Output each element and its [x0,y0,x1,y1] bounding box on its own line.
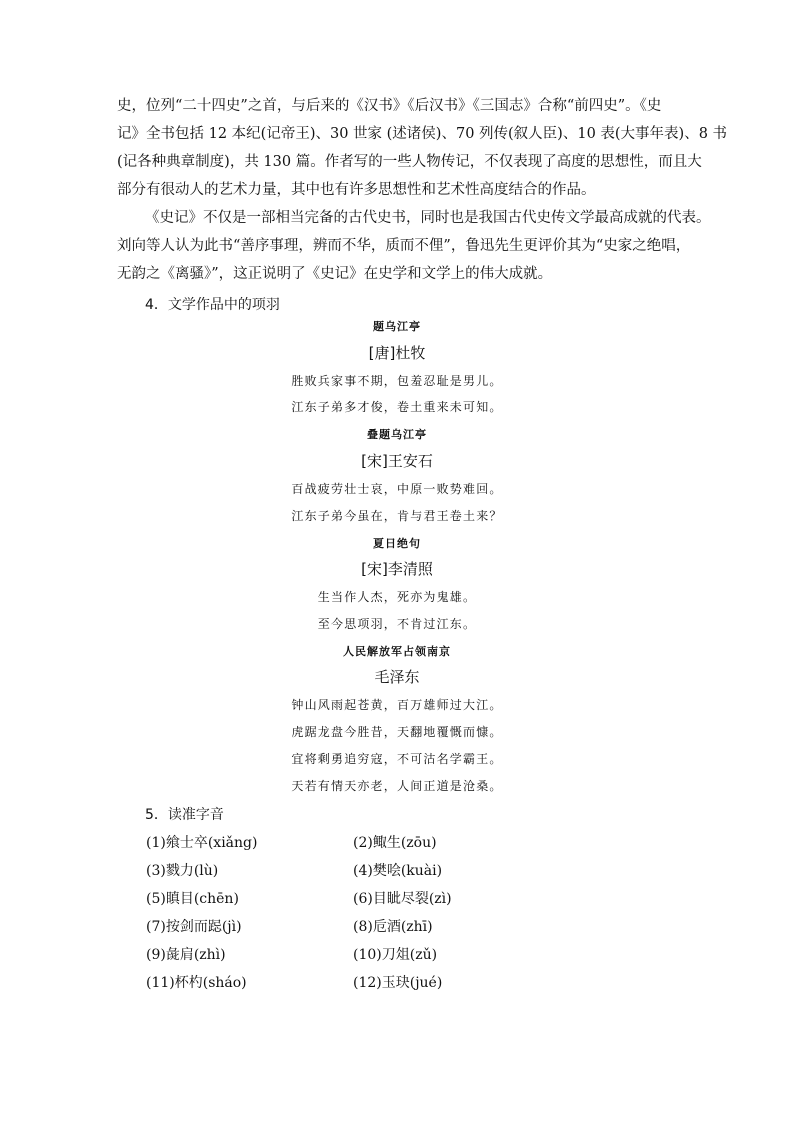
poem-author: 毛泽东 [374,668,420,686]
paragraph-line: 刘向等人认为此书“善序事理，辨而不华，质而不俚”，鲁迅先生更评价其为“史家之绝唱， [117,238,691,254]
paragraph-line: 史，位列“二十四史”之首，与后来的《汉书》《后汉书》《三国志》合称“前四史”。《史 [117,98,662,114]
pronunciation-item: (3)戮力(lù) [146,863,219,879]
poem-line: 生当作人杰，死亦为鬼雄。 [317,590,477,604]
pronunciation-item: (12)玉玦(jué) [353,975,443,991]
section-heading: 5．读准字音 [145,807,224,823]
poem-line: 江东子弟多才俊，卷土重来未可知。 [291,400,503,414]
paragraph-line: 《史记》不仅是一部相当完备的古代史书，同时也是我国古代史传文学最高成就的代表。 [145,210,711,226]
poem-title: 夏日绝句 [373,537,421,550]
poem-title: 题乌江亭 [373,320,421,333]
pronunciation-item: (5)瞋目(chēn) [146,891,239,907]
pronunciation-item: (11)杯杓(sháo) [146,975,247,991]
pronunciation-item: (1)飨士卒(xiǎng) [146,835,258,851]
poem-author: [宋]李清照 [361,560,433,578]
poem-line: 天若有情天亦老，人间正道是沧桑。 [291,779,503,793]
paragraph-line: (记各种典章制度)，共 130 篇。作者写的一些人物传记，不仅表现了高度的思想性，而且大 [117,154,702,170]
paragraph-line: 无韵之《离骚》”，这正说明了《史记》在史学和文学上的伟大成就。 [117,266,553,282]
paragraph-line: 部分有很动人的艺术力量，其中也有许多思想性和艺术性高度结合的作品。 [117,182,596,198]
poem-line: 百战疲劳壮士哀，中原一败势难回。 [291,482,503,496]
pronunciation-item: (2)鲰生(zōu) [353,835,437,851]
poem-line: 江东子弟今虽在，肯与君王卷土来？ [291,509,503,523]
poem-line: 至今思项羽，不肯过江东。 [317,617,477,631]
poem-line: 虎踞龙盘今胜昔，天翻地覆慨而慷。 [291,725,503,739]
poem-line: 宜将剩勇追穷寇，不可沽名学霸王。 [291,752,503,766]
poem-title: 叠题乌江亭 [367,428,427,441]
pronunciation-item: (4)樊哙(kuài) [353,863,443,879]
poem-title: 人民解放军占领南京 [343,645,451,658]
pronunciation-item: (10)刀俎(zǔ) [353,947,438,963]
section-heading: 4．文学作品中的项羽 [145,297,280,313]
paragraph-line: 记》全书包括 12 本纪(记帝王)、30 世家 (述诸侯)、70 列传(叙人臣)、10 表(大事年表)、8 书 [117,126,728,142]
pronunciation-item: (6)目眦尽裂(zì) [353,891,452,907]
pronunciation-item: (7)按剑而跽(jì) [146,919,242,935]
poem-line: 钟山风雨起苍黄，百万雄师过大江。 [291,698,503,712]
pronunciation-item: (9)彘肩(zhì) [146,947,226,963]
poem-author: [唐]杜牧 [368,344,426,362]
pronunciation-item: (8)卮酒(zhī) [353,919,433,935]
poem-line: 胜败兵家事不期，包羞忍耻是男儿。 [291,374,503,388]
poem-author: [宋]王安石 [361,452,433,470]
